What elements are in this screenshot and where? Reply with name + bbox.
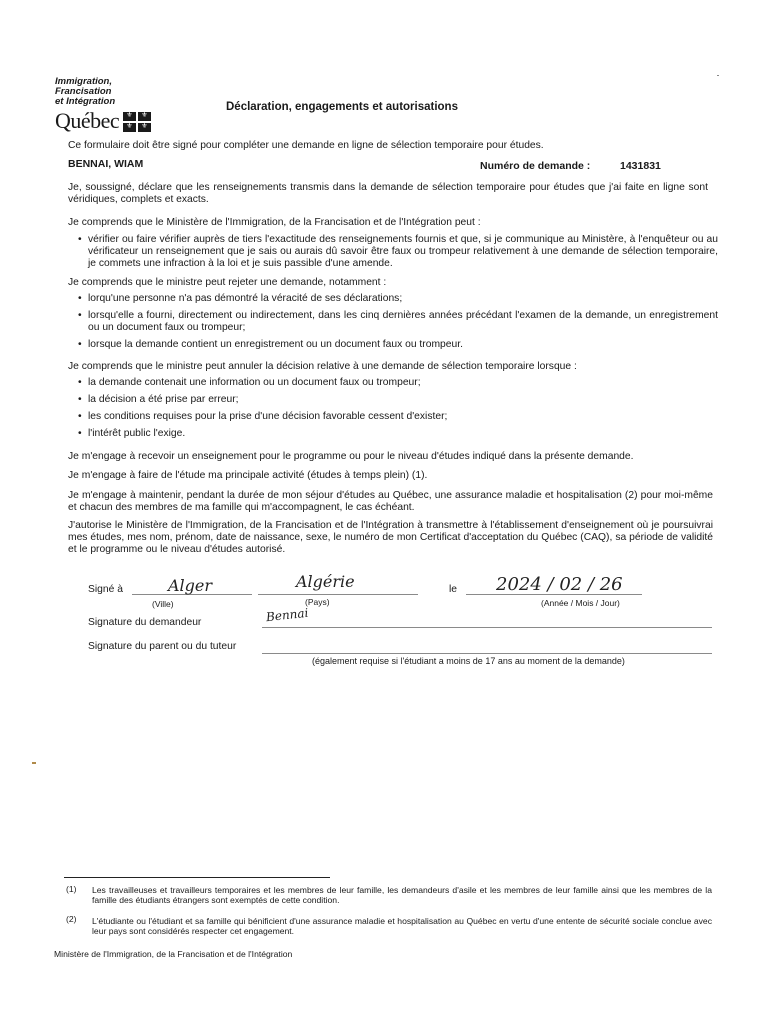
ministry-name-line-2: Francisation <box>55 86 112 97</box>
request-number: 1431831 <box>620 160 661 172</box>
country-value: Algérie <box>296 572 355 591</box>
guardian-note: (également requise si l'étudiant a moins de 17 ans au moment de la demande) <box>312 656 625 666</box>
list-item: • lorqu'une personne n'a pas démontré la véracité de ses déclarations; <box>76 293 718 305</box>
city-value: Alger <box>168 576 213 595</box>
cancel-list <box>76 377 718 440</box>
ministry-logo <box>55 77 151 134</box>
footnote-2-text: L'étudiante ou l'étudiant et sa famille qui bénificient d'une assurance maladie et hospitalisation au Québec en vertu d'une entente de sécurité sociale conclue avec leur pays sont considérés respecter cet engagement. <box>92 916 712 936</box>
applicant-signature-line <box>262 627 712 628</box>
list-item: • lorsqu'elle a fourni, directement ou indirectement, dans les cinq dernières années précédant l'examen de la demande, un enregistrement ou un document faux ou trompeur; <box>76 310 718 334</box>
request-number-label: Numéro de demande : <box>480 160 591 172</box>
list-item: • les conditions requises pour la prise d'une décision favorable cessent d'exister; <box>76 411 718 423</box>
ministry-name-line-3: et Intégration <box>55 96 116 107</box>
fleurdelise-flag-icon <box>123 112 151 132</box>
guardian-signature-label: Signature du parent ou du tuteur <box>88 641 237 652</box>
date-value: 2024 / 02 / 26 <box>496 574 623 595</box>
signed-at-label: Signé à <box>88 584 123 595</box>
cancel-heading: Je comprends que le ministre peut annuler la décision relative à une demande de sélection temporaire lorsque : <box>68 361 577 372</box>
footnote-1-number: (1) <box>66 884 77 894</box>
applicant-name: BENNAI, WIAM <box>68 158 144 170</box>
reject-list <box>76 293 718 351</box>
list-item: • lorsque la demande contient un enregistrement ou un document faux ou trompeur. <box>76 339 718 351</box>
applicant-signature-label: Signature du demandeur <box>88 617 202 628</box>
applicant-signature <box>265 606 309 624</box>
speck <box>32 762 36 764</box>
footnote-divider <box>64 877 330 878</box>
footnote-1-text: Les travailleuses et travailleurs temporaires et les membres de leur famille, les demandeurs d'asile et les membres de leur famille ainsi que les membres de la famille des étudiants étrangers sont exemptés de cette condition. <box>92 885 712 905</box>
date-prefix: le <box>449 584 458 595</box>
quebec-wordmark: Québec <box>55 108 120 133</box>
footer-ministry: Ministère de l'Immigration, de la Francisation et de l'Intégration <box>54 949 293 959</box>
declaration-text: Je, soussigné, déclare que les renseignements transmis dans la demande de sélection temporaire pour études que j'ai faite en ligne sont véridiques, complets et exacts. <box>68 182 708 205</box>
list-item: • la décision a été prise par erreur; <box>76 394 718 406</box>
speck <box>717 75 719 76</box>
ministry-name-line-1: Immigration, <box>55 76 113 87</box>
date-label: (Année / Mois / Jour) <box>541 598 620 608</box>
list-item: • l'intérêt public l'exige. <box>76 428 718 440</box>
verify-heading: Je comprends que le Ministère de l'Immigration, de la Francisation et de l'Intégration peut : <box>68 217 481 228</box>
applicant-signature-text: Bennai <box>265 605 309 625</box>
country-line <box>258 594 418 595</box>
footnote-2-number: (2) <box>66 914 77 924</box>
city-label: (Ville) <box>152 599 174 609</box>
reject-heading: Je comprends que le ministre peut rejeter une demande, notamment : <box>68 277 387 288</box>
commitment-fulltime: Je m'engage à faire de l'étude ma principale activité (études à temps plein) (1). <box>68 470 428 481</box>
country-label: (Pays) <box>305 597 330 607</box>
commitment-insurance: Je m'engage à maintenir, pendant la durée de mon séjour d'études au Québec, une assurance maladie et hospitalisation (2) pour moi-même et chacun des membres de ma famille qui m'accompagnent, le cas échéant. <box>68 490 713 513</box>
verify-list <box>76 234 718 270</box>
guardian-signature-line <box>262 653 712 654</box>
list-item: • la demande contenait une information ou un document faux ou trompeur; <box>76 377 718 389</box>
page-title: Déclaration, engagements et autorisations <box>226 101 458 113</box>
authorization-text: J'autorise le Ministère de l'Immigration, de la Francisation et de l'Intégration à transmettre à l'établissement d'enseignement où je poursuivrai mes études, mes nom, prénom, date de naissance, sexe, le numéro de mon Certificat d'acceptation du Québec (CAQ), sa période de validité et le programme ou le niveau d'études autorisé. <box>68 520 713 555</box>
list-item: • vérifier ou faire vérifier auprès de tiers l'exactitude des renseignements fournis et que, si je communique au Ministère, à l'enquêteur ou au vérificateur un renseignement que je sais ou aurais dû savoir être faux ou trompeur relativement à une demande de sélection temporaire, je commets une infraction à la loi et je suis passible d'une amende. <box>76 234 718 270</box>
commitment-program: Je m'engage à recevoir un enseignement pour le programme ou pour le niveau d'études indiqué dans la présente demande. <box>68 451 634 462</box>
intro-text: Ce formulaire doit être signé pour compléter une demande en ligne de sélection temporaire pour études. <box>68 140 544 151</box>
